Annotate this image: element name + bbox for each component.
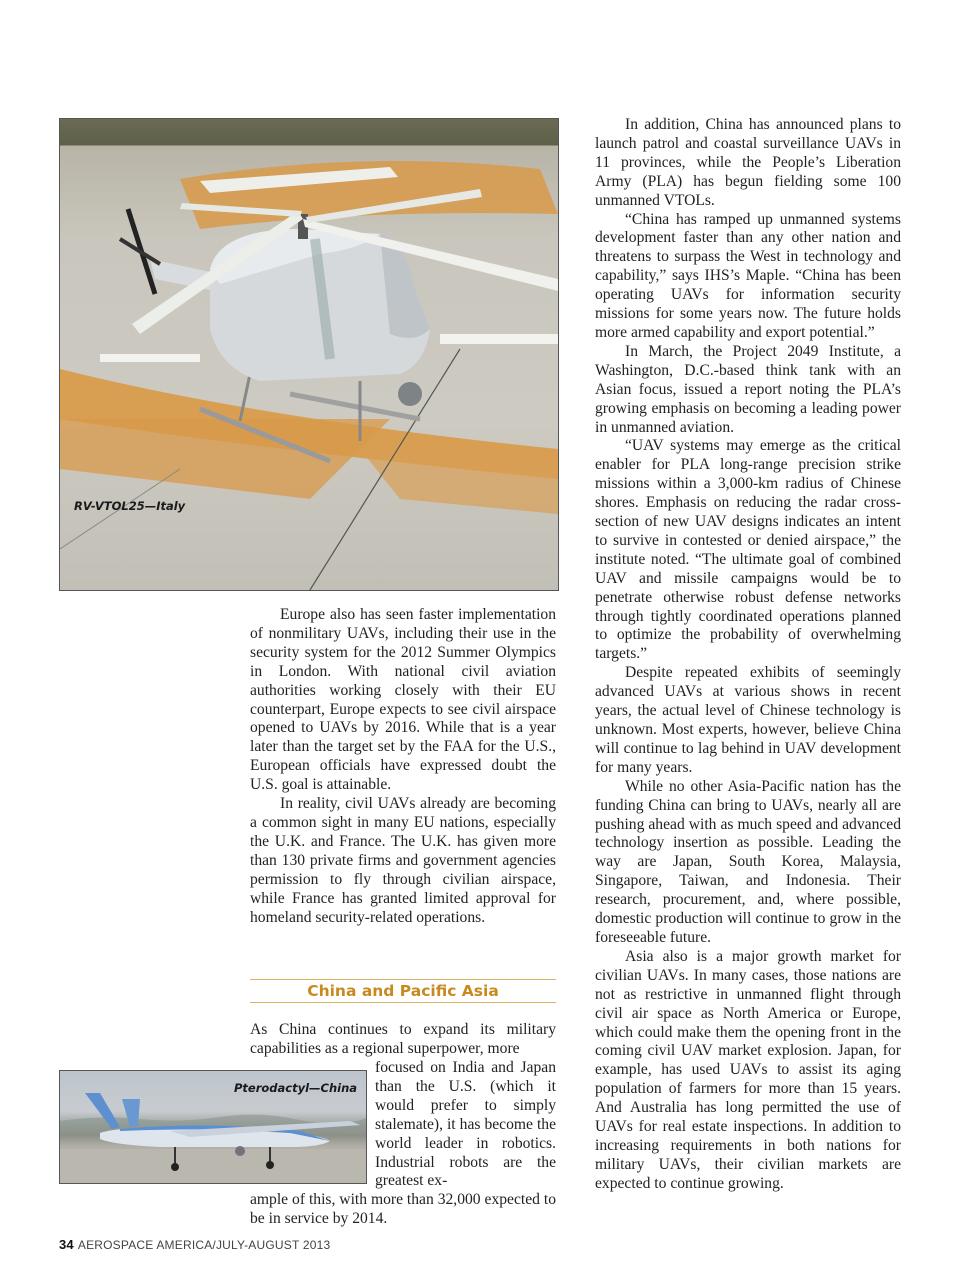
paragraph: Asia also is a major growth market for civilian UAVs. In many cases, those nations are not as restrictive in unmanned flight through civil air space as North America or Europe, which could make them the opening front in the coming civil UAV market explosion. Japan, for example, has used UAVs to assist its aging population of farmers for more than 15 years. And Australia has long permitted the use of UAVs for real estate inspections. In addition to increasing requirements in both nations for military UAVs, their civilian markets are expected to continue growing. <box>595 947 901 1192</box>
paragraph: focused on India and Japan than the U.S. (which it would prefer to simply stalemate), it has become the world leader in robotics. Industrial robots are the greatest ex- <box>375 1059 556 1190</box>
middle-column-lower-a <box>250 1021 556 1059</box>
paragraph: In addition, China has announced plans to launch patrol and coastal surveillance UAVs in 11 provinces, while the People’s Liberation Army (PLA) has begun fielding some 100 unmanned VTOLs. <box>595 116 901 209</box>
rv-vtol25-photo <box>59 118 559 591</box>
paragraph: In reality, civil UAVs already are becoming a common sight in many EU nations, especially the U.K. and France. The U.K. has given more than 130 private firms and government agencies permission to fly through civilian airspace, while France has granted limited approval for homeland security-related operations. <box>250 795 556 926</box>
paragraph: In March, the Project 2049 Institute, a Washington, D.C.-based think tank with an Asian focus, issued a report noting the PLA’s growing emphasis on becoming a leading power in unmanned aviation. <box>595 342 901 436</box>
paragraph: As China continues to expand its military capabilities as a regional superpower, more <box>250 1021 556 1057</box>
middle-column-lower-c <box>250 1191 556 1229</box>
right-column <box>595 116 901 1194</box>
photo2-caption: Pterodactyl—China <box>234 1081 358 1095</box>
pterodactyl-photo <box>59 1070 367 1184</box>
paragraph: ample of this, with more than 32,000 expected to be in service by 2014. <box>250 1191 556 1227</box>
paragraph: While no other Asia-Pacific nation has the funding China can bring to UAVs, nearly all are pushing ahead with as much speed and advanced technology insertion as possible. Leading the way are Japan, South Korea, Malaysia, Singapore, Taiwan, and Indonesia. Their research, procurement, and, where possible, domestic production will continue to grow in the foreseeable future. <box>595 777 901 946</box>
helicopter-illustration <box>60 119 558 590</box>
publication-info: AEROSPACE AMERICA/JULY-AUGUST 2013 <box>77 1238 331 1252</box>
paragraph: Europe also has seen faster implementation of nonmilitary UAVs, including their use in the security system for the 2012 Summer Olympics in London. With national civil aviation authorities working closely with their EU counterpart, Europe expects to see civil airspace opened to UAVs by 2016. While that is a year later than the target set by the FAA for the U.S., European officials have expressed doubt the U.S. goal is attainable. <box>250 606 556 794</box>
page-footer <box>59 1237 330 1252</box>
paragraph: “UAV systems may emerge as the critical enabler for PLA long-range precision strike missions within a 3,000-km radius of Chinese shores. Emphasis on reducing the radar cross-section of new UAV designs indicates an intent to survive in contested or denied airspace,” the institute noted. “The ultimate goal of combined UAV and missile campaigns would be to penetrate otherwise robust defense networks through tightly coordinated operations planned to optimize the probability of overwhelming targets.” <box>595 437 901 663</box>
photo1-caption: RV-VTOL25—Italy <box>74 499 186 513</box>
middle-column-upper <box>250 606 556 927</box>
paragraph: “China has ramped up unmanned systems development faster than any other nation and threatens to surpass the West in technology and capability,” says IHS’s Maple. “China has been operating UAVs for information security missions for some years now. The future holds more armed capability and export potential.” <box>595 210 901 341</box>
middle-column-lower-b <box>375 1059 556 1191</box>
paragraph: Despite repeated exhibits of seemingly advanced UAVs at various shows in recent years, the actual level of Chinese technology is unknown. Most experts, however, believe China will continue to lag behind in UAV development for many years. <box>595 664 901 776</box>
section-heading: China and Pacific Asia <box>250 979 556 1003</box>
page-number: 34 <box>59 1237 74 1252</box>
